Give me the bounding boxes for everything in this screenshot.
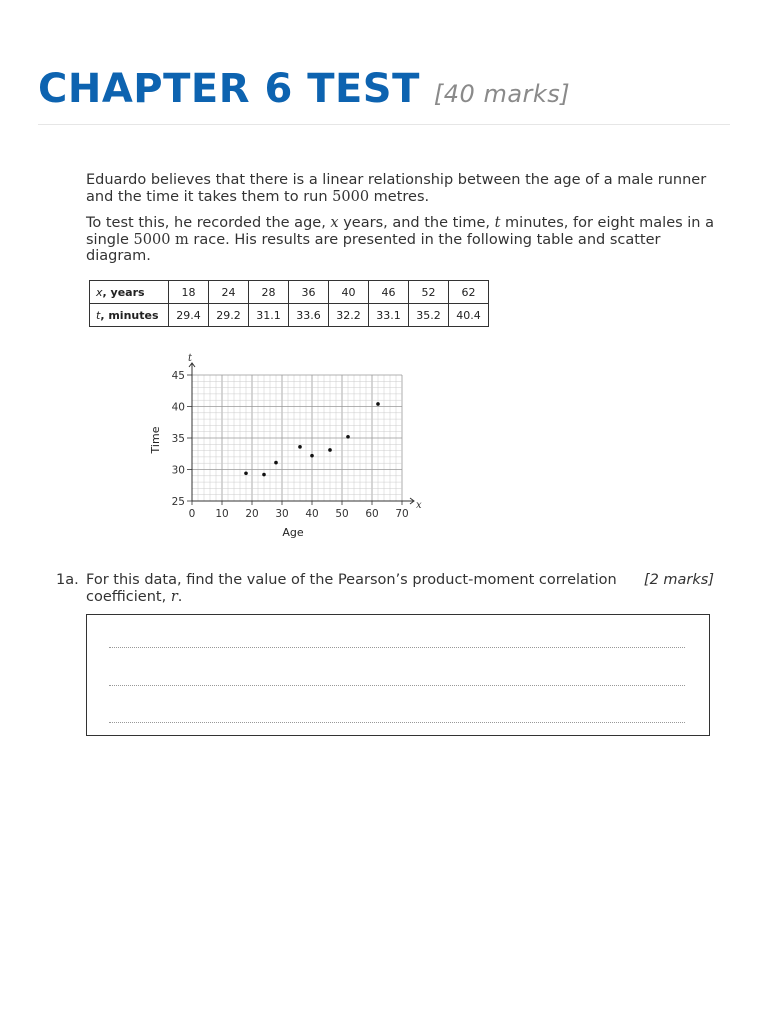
table-cell-x: 40: [329, 281, 369, 304]
question-text: [86, 572, 631, 606]
data-table: [89, 280, 489, 327]
x-tick-label: 50: [335, 508, 349, 520]
math-variable: t: [494, 215, 501, 231]
intro-text: minutes, for eight males in a single: [86, 215, 714, 248]
title-text: CHAPTER 6 TEST: [38, 66, 420, 112]
table-cell-x: 36: [289, 281, 329, 304]
data-point: [346, 435, 350, 439]
table-row: [90, 281, 489, 304]
answer-line[interactable]: [109, 722, 685, 723]
y-axis-label: Time: [149, 426, 162, 454]
y-tick-label: 30: [171, 464, 185, 477]
answer-line[interactable]: [109, 647, 685, 648]
data-point: [274, 461, 278, 465]
y-tick-label: 35: [171, 433, 185, 445]
data-point: [376, 402, 380, 406]
x-tick-label: 0: [188, 508, 196, 520]
answer-line[interactable]: [109, 685, 685, 686]
table-cell-x: 46: [369, 281, 409, 304]
math-variable: x: [96, 285, 103, 299]
intro-text: To test this, he recorded the age,: [86, 215, 331, 231]
x-tick-label: 70: [395, 508, 409, 520]
table-cell-t: 33.6: [289, 304, 329, 327]
page-title: [38, 66, 570, 112]
row-header-label: , years: [102, 285, 145, 299]
data-point: [328, 448, 332, 452]
question-number: 1a.: [56, 572, 79, 588]
scatter-chart: [140, 345, 440, 545]
table-cell-x: 18: [169, 281, 209, 304]
table-cell-t: 29.4: [169, 304, 209, 327]
table-cell-x: 62: [449, 281, 489, 304]
intro-text: metres.: [369, 188, 430, 205]
intro-text: years, and the time,: [338, 215, 495, 231]
data-point: [244, 471, 248, 475]
row-header-x: [90, 281, 169, 304]
question-text-part: For this data, find the value of the Pearson’s product-moment correlation coefficient,: [86, 572, 617, 605]
data-point: [298, 445, 302, 449]
y-tick-label: 40: [171, 401, 185, 414]
table-row: [90, 304, 489, 327]
x-tick-label: 40: [305, 508, 319, 520]
y-tick-label: 45: [171, 370, 185, 382]
math-variable: x: [330, 215, 339, 231]
math-variable: t: [96, 308, 101, 322]
table-cell-t: 33.1: [369, 304, 409, 327]
intro-paragraph-2: [86, 215, 726, 265]
x-tick-label: 60: [365, 508, 379, 520]
question-text-part: .: [177, 589, 183, 605]
table-cell-x: 28: [249, 281, 289, 304]
table-cell-t: 35.2: [409, 304, 449, 327]
y-tick-label: 25: [171, 496, 185, 508]
intro-paragraph-1: [86, 172, 726, 205]
x-tick-label: 30: [275, 508, 289, 520]
x-axis-variable: x: [416, 500, 422, 511]
question-marks: [2 marks]: [643, 572, 714, 588]
answer-box[interactable]: [86, 614, 710, 736]
math-number: 5000: [332, 188, 370, 205]
x-tick-label: 10: [215, 508, 229, 520]
intro-text: race. His results are presented in the following table and scatter diagram.: [86, 231, 661, 264]
math-number: 5000 m: [133, 231, 189, 248]
math-variable: r: [170, 589, 178, 605]
table-cell-t: 40.4: [449, 304, 489, 327]
table-cell-t: 29.2: [209, 304, 249, 327]
row-header-label: , minutes: [100, 308, 159, 322]
x-tick-label: 20: [245, 508, 259, 520]
data-point: [262, 473, 266, 477]
y-axis-variable: t: [188, 353, 193, 364]
table-cell-x: 24: [209, 281, 249, 304]
data-point: [310, 454, 314, 458]
total-marks: [40 marks]: [433, 80, 571, 108]
x-axis-label: Age: [282, 526, 304, 539]
table-cell-t: 31.1: [249, 304, 289, 327]
row-header-t: [90, 304, 169, 327]
intro-text: Eduardo believes that there is a linear relationship between the age of a male runner and the time it takes them to run: [86, 172, 707, 205]
page-header: [38, 62, 730, 125]
table-cell-t: 32.2: [329, 304, 369, 327]
table-cell-x: 52: [409, 281, 449, 304]
